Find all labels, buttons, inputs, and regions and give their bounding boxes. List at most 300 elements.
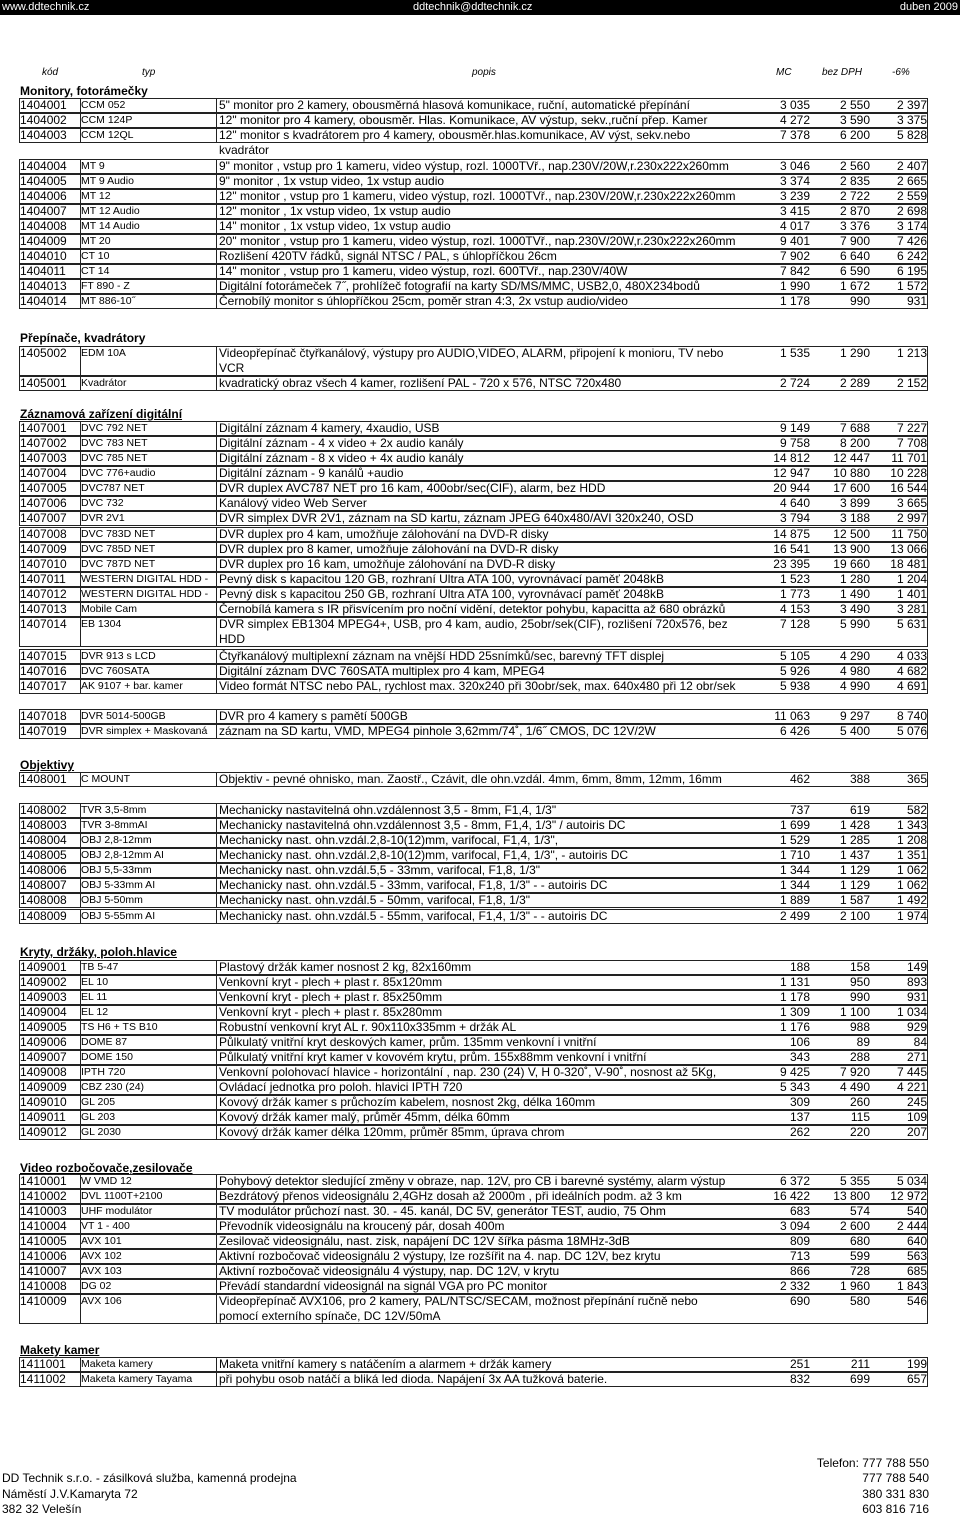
product-description: Mechanicky nast. ohn.vzdál.5 - 50mm, varifocal, F1,8, 1/3" bbox=[219, 893, 531, 907]
product-description: 12" monitor pro 4 kamery, obousměr. Hlas. Komunikace, AV výstup, sekv.,ruční přep. Kamer bbox=[219, 113, 708, 127]
product-type: IPTH 720 bbox=[81, 1066, 126, 1078]
product-type: TVR 3,5-8mm bbox=[81, 804, 147, 816]
price-discount: 1 213 bbox=[896, 346, 927, 360]
price-without-vat: 8 200 bbox=[839, 436, 870, 450]
product-code: 1407001 bbox=[20, 421, 67, 435]
price-discount: 207 bbox=[906, 1125, 927, 1139]
price-discount: 2 698 bbox=[896, 204, 927, 218]
product-type: AVX 106 bbox=[81, 1295, 122, 1307]
product-code: 1410003 bbox=[20, 1204, 67, 1218]
price-mc: 4 153 bbox=[779, 602, 810, 616]
price-without-vat: 580 bbox=[849, 1294, 870, 1308]
product-code: 1404013 bbox=[20, 279, 67, 293]
price-without-vat: 220 bbox=[849, 1125, 870, 1139]
product-code: 1407006 bbox=[20, 496, 67, 510]
product-description: Černobílý monitor s úhlopříčkou 25cm, poměr stran 4:3, 2x vstup audio/video bbox=[219, 294, 628, 308]
price-without-vat: 2 550 bbox=[839, 98, 870, 112]
product-type: AVX 103 bbox=[81, 1265, 122, 1277]
price-without-vat: 3 490 bbox=[839, 602, 870, 616]
product-description: 12" monitor , 1x vstup video, 1x vstup audio bbox=[219, 204, 451, 218]
price-mc: 5 343 bbox=[779, 1080, 810, 1094]
price-mc: 1 523 bbox=[779, 572, 810, 586]
price-without-vat: 7 900 bbox=[839, 234, 870, 248]
price-without-vat: 2 870 bbox=[839, 204, 870, 218]
product-code: 1407018 bbox=[20, 709, 67, 723]
product-type: OBJ 2,8-12mm bbox=[81, 834, 152, 846]
product-type: DVC 785D NET bbox=[81, 543, 156, 555]
product-code: 1405002 bbox=[20, 346, 67, 360]
price-discount: 4 682 bbox=[896, 664, 927, 678]
price-mc: 3 415 bbox=[779, 204, 810, 218]
product-code: 1410004 bbox=[20, 1219, 67, 1233]
product-description: TV modulátor průchozí nast. 30. - 45. kanál, DC 5V, generátor TEST, audio, 75 Ohm bbox=[219, 1204, 666, 1218]
price-discount: 3 665 bbox=[896, 496, 927, 510]
top-bar bbox=[0, 0, 960, 15]
price-discount: 893 bbox=[906, 975, 927, 989]
price-without-vat: 7 688 bbox=[839, 421, 870, 435]
price-mc: 1 529 bbox=[779, 833, 810, 847]
product-description: Převodník videosignálu na kroucený pár, dosah 400m bbox=[219, 1219, 505, 1233]
footer-street: Náměstí J.V.Kamaryta 72 bbox=[2, 1487, 138, 1501]
price-without-vat: 10 880 bbox=[833, 466, 870, 480]
price-discount: 13 066 bbox=[890, 542, 927, 556]
price-without-vat: 1 290 bbox=[839, 346, 870, 360]
price-without-vat: 728 bbox=[849, 1264, 870, 1278]
product-type: DOME 87 bbox=[81, 1036, 128, 1048]
price-mc: 462 bbox=[789, 772, 810, 786]
price-without-vat: 12 500 bbox=[833, 527, 870, 541]
price-without-vat: 1 437 bbox=[839, 848, 870, 862]
product-code: 1409009 bbox=[20, 1080, 67, 1094]
price-without-vat: 1 100 bbox=[839, 1005, 870, 1019]
price-without-vat: 2 289 bbox=[839, 376, 870, 390]
product-code: 1407019 bbox=[20, 724, 67, 738]
price-without-vat: 2 835 bbox=[839, 174, 870, 188]
section-title: Objektivy bbox=[20, 758, 75, 772]
product-type: DVC 760SATA bbox=[81, 665, 150, 677]
price-mc: 6 372 bbox=[779, 1174, 810, 1188]
product-description: 14" monitor , vstup pro 1 kameru, video výstup, rozl. 600TVř., nap.230V/40W bbox=[219, 264, 628, 278]
product-description: Mechanicky nast. ohn.vzdál.5 - 33mm, varifocal, F1,8, 1/3" - - autoiris DC bbox=[219, 878, 608, 892]
price-discount: 929 bbox=[906, 1020, 927, 1034]
product-code: 1404003 bbox=[20, 128, 67, 142]
product-code: 1407014 bbox=[20, 617, 67, 631]
price-mc: 737 bbox=[789, 803, 810, 817]
price-discount: 7 708 bbox=[896, 436, 927, 450]
product-type: DVC 792 NET bbox=[81, 422, 148, 434]
price-discount: 1 034 bbox=[896, 1005, 927, 1019]
price-mc: 832 bbox=[789, 1372, 810, 1386]
price-without-vat: 4 990 bbox=[839, 679, 870, 693]
price-without-vat: 2 560 bbox=[839, 159, 870, 173]
product-code: 1404007 bbox=[20, 204, 67, 218]
section-title: Monitory, fotorámečky bbox=[20, 84, 148, 98]
price-mc: 188 bbox=[789, 960, 810, 974]
product-description: Čtyřkanálový multiplexní záznam na vnější HDD 25snímků/sec, barevný TFT displej bbox=[219, 649, 665, 663]
price-without-vat: 950 bbox=[849, 975, 870, 989]
price-discount: 12 972 bbox=[890, 1189, 927, 1203]
price-without-vat: 3 188 bbox=[839, 511, 870, 525]
product-type: Maketa kamery Tayama bbox=[81, 1373, 193, 1385]
product-code: 1407007 bbox=[20, 511, 67, 525]
product-description: Zesilovač videosignálu, nast. zisk, napájení DC 12V šířka pásma 18MHz-3dB bbox=[219, 1234, 630, 1248]
price-mc: 7 378 bbox=[779, 128, 810, 142]
product-code: 1404002 bbox=[20, 113, 67, 127]
product-description: 9" monitor , vstup pro 1 kameru, video výstup, rozl. 1000TVř., nap.230V/20W,r.230x222x260mm bbox=[219, 159, 729, 173]
product-type: EL 12 bbox=[81, 1006, 109, 1018]
product-description: Aktivní rozbočovač videosignálu 4 výstupy, nap. DC 12V, v krytu bbox=[219, 1264, 560, 1278]
price-mc: 4 640 bbox=[779, 496, 810, 510]
product-type: OBJ 2,8-12mm AI bbox=[81, 849, 164, 861]
price-mc: 9 149 bbox=[779, 421, 810, 435]
price-without-vat: 6 590 bbox=[839, 264, 870, 278]
price-discount: 1 492 bbox=[896, 893, 927, 907]
price-without-vat: 1 960 bbox=[839, 1279, 870, 1293]
product-description: Mechanicky nast. ohn.vzdál.5 - 55mm, varifocal, F1,4, 1/3" - - autoiris DC bbox=[219, 909, 608, 923]
product-code: 1409001 bbox=[20, 960, 67, 974]
product-description: Pohybový detektor sledující změny v obraze, nap. 12V, pro CB i barevné systémy, alarm výstup bbox=[219, 1174, 726, 1188]
product-description: Venkovní kryt - plech + plast r. 85x280mm bbox=[219, 1005, 443, 1019]
price-without-vat: 388 bbox=[849, 772, 870, 786]
email-link[interactable]: ddtechnik@ddtechnik.cz bbox=[413, 1, 533, 13]
product-type: GL 203 bbox=[81, 1111, 116, 1123]
product-code: 1407010 bbox=[20, 557, 67, 571]
product-description: při pohybu osob natáčí a bliká led dioda. Napájení 3x AA tužková baterie. bbox=[219, 1372, 608, 1386]
price-discount: 11 750 bbox=[891, 527, 927, 541]
product-description: Ovládací jednotka pro poloh. hlavici IPTH 720 bbox=[219, 1080, 463, 1094]
product-type: DVC 776+audio bbox=[81, 467, 156, 479]
price-discount: 109 bbox=[906, 1110, 927, 1124]
product-type: EB 1304 bbox=[81, 618, 122, 630]
price-without-vat: 5 355 bbox=[839, 1174, 870, 1188]
price-without-vat: 5 990 bbox=[839, 617, 870, 631]
section-title: Přepínače, kvadrátory bbox=[20, 331, 146, 345]
website-link[interactable]: www.ddtechnik.cz bbox=[2, 1, 90, 13]
product-type: GL 205 bbox=[81, 1096, 116, 1108]
price-discount: 1 974 bbox=[896, 909, 927, 923]
product-description: Aktivní rozbočovač videosignálu 2 výstupy, lze rozšířit na 4. nap. DC 12V, bez krytu bbox=[219, 1249, 661, 1263]
product-code: 1404004 bbox=[20, 159, 67, 173]
price-mc: 690 bbox=[789, 1294, 810, 1308]
price-mc: 1 178 bbox=[779, 990, 810, 1004]
price-discount: 640 bbox=[906, 1234, 927, 1248]
product-type: CT 10 bbox=[81, 250, 110, 262]
product-code: 1408004 bbox=[20, 833, 67, 847]
price-without-vat: 6 200 bbox=[839, 128, 870, 142]
product-code: 1409008 bbox=[20, 1065, 67, 1079]
product-type: TB 5-47 bbox=[81, 961, 119, 973]
section-title: Video rozbočovače,zesilovače bbox=[20, 1161, 193, 1175]
price-without-vat: 3 590 bbox=[839, 113, 870, 127]
product-type: Mobile Cam bbox=[81, 603, 138, 615]
price-mc: 9 425 bbox=[779, 1065, 810, 1079]
price-mc: 1 309 bbox=[779, 1005, 810, 1019]
price-mc: 713 bbox=[789, 1249, 810, 1263]
price-discount: 657 bbox=[906, 1372, 927, 1386]
product-description: 14" monitor , 1x vstup video, 1x vstup audio bbox=[219, 219, 451, 233]
price-mc: 1 990 bbox=[779, 279, 810, 293]
product-code: 1407002 bbox=[20, 436, 67, 450]
product-code: 1410005 bbox=[20, 1234, 67, 1248]
product-description: Kovový držák kamer délka 120mm, průměr 85mm, úprava chrom bbox=[219, 1125, 565, 1139]
product-description: Venkovní polohovací hlavice - horizontální , nap. 230 (24) V, H 0-320˚, V-90˚, nosnost až 5Kg, bbox=[219, 1065, 717, 1079]
price-mc: 3 794 bbox=[779, 511, 810, 525]
price-mc: 12 947 bbox=[773, 466, 810, 480]
product-type: MT 9 Audio bbox=[81, 175, 134, 187]
price-without-vat: 115 bbox=[850, 1110, 870, 1124]
product-type: DVC 732 bbox=[81, 497, 124, 509]
price-discount: 271 bbox=[906, 1050, 927, 1064]
product-description: DVR duplex pro 4 kam, umožňuje zálohování na DVD-R disky bbox=[219, 527, 549, 541]
product-description: Mechanicky nastavitelná ohn.vzdálennost 3,5 - 8mm, F1,4, 1/3" bbox=[219, 803, 557, 817]
product-description: Mechanicky nast. ohn.vzdál.2,8-10(12)mm, varifocal, F1,4, 1/3", - autoiris DC bbox=[219, 848, 629, 862]
product-type: AK 9107 + bar. kamer bbox=[81, 680, 183, 692]
price-mc: 262 bbox=[789, 1125, 810, 1139]
price-discount: 1 351 bbox=[896, 848, 927, 862]
product-description: Digitální záznam - 4 x video + 2x audio kanály bbox=[219, 436, 464, 450]
product-code: 1407016 bbox=[20, 664, 67, 678]
product-description: Digitální záznam - 8 x video + 4x audio kanály bbox=[219, 451, 464, 465]
product-code: 1408006 bbox=[20, 863, 67, 877]
price-discount: 1 208 bbox=[896, 833, 927, 847]
product-code: 1404008 bbox=[20, 219, 67, 233]
product-description: Venkovní kryt - plech + plast r. 85x120mm bbox=[219, 975, 443, 989]
price-without-vat: 1 490 bbox=[839, 587, 870, 601]
product-type: OBJ 5-33mm AI bbox=[81, 879, 156, 891]
price-mc: 4 272 bbox=[779, 113, 810, 127]
price-discount: 546 bbox=[906, 1294, 927, 1308]
product-type: CCM 052 bbox=[81, 99, 126, 111]
price-mc: 1 889 bbox=[779, 893, 810, 907]
product-type: EL 10 bbox=[81, 976, 109, 988]
product-type: EDM 10A bbox=[81, 347, 126, 359]
price-mc: 20 944 bbox=[773, 481, 810, 495]
column-header-code: kód bbox=[42, 67, 59, 78]
price-mc: 5 938 bbox=[779, 679, 810, 693]
price-discount: 199 bbox=[906, 1357, 927, 1371]
price-discount: 540 bbox=[906, 1204, 927, 1218]
product-type: MT 12 Audio bbox=[81, 205, 140, 217]
product-description: Videopřepínač AVX106, pro 2 kamery, PAL/NTSC/SECAM, možnost přepínání ručně nebo pomocí externího spínače, DC 12V/50mA bbox=[219, 1294, 698, 1323]
product-description: DVR duplex pro 8 kamer, umožňuje zálohování na DVD-R disky bbox=[219, 542, 559, 556]
price-mc: 23 395 bbox=[773, 557, 810, 571]
price-without-vat: 7 920 bbox=[839, 1065, 870, 1079]
price-without-vat: 13 800 bbox=[833, 1189, 870, 1203]
price-discount: 3 174 bbox=[896, 219, 927, 233]
price-mc: 11 063 bbox=[774, 709, 810, 723]
price-mc: 7 902 bbox=[779, 249, 810, 263]
product-code: 1408008 bbox=[20, 893, 67, 907]
product-type: EL 11 bbox=[81, 991, 108, 1003]
product-code: 1407004 bbox=[20, 466, 67, 480]
product-type: CT 14 bbox=[81, 265, 110, 277]
product-type: MT 886-10˝ bbox=[81, 295, 136, 307]
product-code: 1409011 bbox=[20, 1110, 66, 1124]
product-description: Maketa vnitřní kamery s natáčením a alarmem + držák kamery bbox=[219, 1357, 552, 1371]
product-code: 1404009 bbox=[20, 234, 67, 248]
product-code: 1407012 bbox=[20, 587, 67, 601]
price-mc: 137 bbox=[789, 1110, 810, 1124]
price-discount: 11 701 bbox=[891, 451, 927, 465]
price-without-vat: 599 bbox=[849, 1249, 870, 1263]
product-code: 1409012 bbox=[20, 1125, 67, 1139]
price-discount: 1 062 bbox=[896, 863, 927, 877]
price-mc: 251 bbox=[789, 1357, 810, 1371]
footer-city: 382 32 Velešín bbox=[2, 1502, 82, 1516]
product-code: 1410007 bbox=[20, 1264, 67, 1278]
price-without-vat: 211 bbox=[850, 1357, 870, 1371]
price-mc: 6 426 bbox=[779, 724, 810, 738]
product-description: Digitální záznam DVC 760SATA multiplex pro 4 kam, MPEG4 bbox=[219, 664, 545, 678]
price-discount: 4 221 bbox=[896, 1080, 927, 1094]
product-code: 1409007 bbox=[20, 1050, 67, 1064]
product-type: DVC 783D NET bbox=[81, 528, 156, 540]
price-discount: 931 bbox=[906, 294, 927, 308]
product-code: 1409003 bbox=[20, 990, 67, 1004]
product-description: DVR simplex EB1304 MPEG4+, USB, pro 4 kam, audio, 25obr/sek(CIF), rozlišení 720x576, bez HDD bbox=[219, 617, 728, 646]
price-mc: 2 724 bbox=[779, 376, 810, 390]
price-discount: 2 444 bbox=[896, 1219, 927, 1233]
price-without-vat: 1 428 bbox=[839, 818, 870, 832]
price-discount: 1 843 bbox=[896, 1279, 927, 1293]
product-type: DVR 2V1 bbox=[81, 512, 125, 524]
price-mc: 1 178 bbox=[779, 294, 810, 308]
price-without-vat: 1 587 bbox=[839, 893, 870, 907]
product-type: WESTERN DIGITAL HDD - bbox=[81, 588, 209, 600]
price-mc: 309 bbox=[789, 1095, 810, 1109]
price-without-vat: 13 900 bbox=[833, 542, 870, 556]
product-description: Pevný disk s kapacitou 250 GB, rozhraní Ultra ATA 100, vyrovnávací paměť 2048kB bbox=[219, 587, 664, 601]
product-type: FT 890 - Z bbox=[81, 280, 130, 292]
price-mc: 343 bbox=[789, 1050, 810, 1064]
price-without-vat: 1 280 bbox=[839, 572, 870, 586]
product-description: Mechanicky nast. ohn.vzdál.5,5 - 33mm, varifocal, F1,8, 1/3" bbox=[219, 863, 541, 877]
product-type: MT 14 Audio bbox=[81, 220, 140, 232]
price-without-vat: 1 285 bbox=[839, 833, 870, 847]
product-code: 1407009 bbox=[20, 542, 67, 556]
product-description: DVR duplex AVC787 NET pro 16 kam, 400obr/sec(CIF), alarm, bez HDD bbox=[219, 481, 606, 495]
price-discount: 7 227 bbox=[896, 421, 927, 435]
price-without-vat: 988 bbox=[849, 1020, 870, 1034]
price-discount: 7 426 bbox=[896, 234, 927, 248]
price-without-vat: 4 980 bbox=[839, 664, 870, 678]
price-discount: 2 665 bbox=[896, 174, 927, 188]
product-type: DVC 787D NET bbox=[81, 558, 156, 570]
footer-phone-3: 380 331 830 bbox=[862, 1487, 929, 1501]
product-description: kvadratický obraz všech 4 kamer, rozlišení PAL - 720 x 576, NTSC 720x480 bbox=[219, 376, 622, 390]
price-discount: 5 631 bbox=[896, 617, 927, 631]
price-discount: 8 740 bbox=[896, 709, 927, 723]
product-description: Venkovní kryt - plech + plast r. 85x250mm bbox=[219, 990, 443, 1004]
product-description: Převádí standardní videosignál na signál VGA pro PC monitor bbox=[219, 1279, 548, 1293]
price-mc: 3 046 bbox=[779, 159, 810, 173]
price-without-vat: 990 bbox=[849, 294, 870, 308]
price-without-vat: 3 899 bbox=[839, 496, 870, 510]
product-type: MT 20 bbox=[81, 235, 111, 247]
product-description: Kovový držák kamer malý, průměr 45mm, délka 60mm bbox=[219, 1110, 510, 1124]
product-description: DVR simplex DVR 2V1, záznam na SD kartu, záznam JPEG 640x480/AVI 320x240, OSD bbox=[219, 511, 694, 525]
product-type: CBZ 230 (24) bbox=[81, 1081, 145, 1093]
product-code: 1404005 bbox=[20, 174, 67, 188]
price-without-vat: 158 bbox=[849, 960, 870, 974]
product-code: 1407011 bbox=[20, 572, 66, 586]
product-description: DVR pro 4 kamery s pamětí 500GB bbox=[219, 709, 408, 723]
product-code: 1409010 bbox=[20, 1095, 67, 1109]
product-code: 1410001 bbox=[20, 1174, 67, 1188]
price-without-vat: 17 600 bbox=[833, 481, 870, 495]
price-mc: 3 035 bbox=[779, 98, 810, 112]
product-type: OBJ 5-50mm bbox=[81, 894, 143, 906]
product-code: 1407015 bbox=[20, 649, 67, 663]
product-description: Rozlišení 420TV řádků, signál NTSC / PAL, s úhlopříčkou 26cm bbox=[219, 249, 557, 263]
price-without-vat: 699 bbox=[849, 1372, 870, 1386]
price-discount: 18 481 bbox=[890, 557, 927, 571]
price-without-vat: 990 bbox=[849, 990, 870, 1004]
product-type: DVC 785 NET bbox=[81, 452, 148, 464]
product-description: 20" monitor , vstup pro 1 kameru, video výstup, rozl. 1000TVř., nap.230V/20W,r.230x222x260mm bbox=[219, 234, 736, 248]
price-discount: 1 401 bbox=[896, 587, 927, 601]
price-without-vat: 5 400 bbox=[839, 724, 870, 738]
product-description: Černobílá kamera s IR přisvícením pro noční vidění, detektor pohybu, kapacitta až 680 obrázků bbox=[219, 602, 726, 616]
column-header-dph: bez DPH bbox=[822, 67, 863, 78]
price-discount: 685 bbox=[906, 1264, 927, 1278]
column-header-desc: popis bbox=[472, 67, 496, 78]
product-code: 1408002 bbox=[20, 803, 67, 817]
product-type: TS H6 + TS B10 bbox=[81, 1021, 158, 1033]
price-mc: 14 812 bbox=[773, 451, 810, 465]
price-discount: 1 572 bbox=[896, 279, 927, 293]
product-description: Kovový držák kamer s průchozím kabelem, nosnost 2kg, délka 160mm bbox=[219, 1095, 596, 1109]
footer-phone-4: 603 816 716 bbox=[862, 1502, 929, 1516]
date-label: duben 2009 bbox=[899, 1, 958, 13]
product-code: 1408009 bbox=[20, 909, 67, 923]
price-discount: 2 407 bbox=[896, 159, 927, 173]
price-mc: 106 bbox=[789, 1035, 810, 1049]
price-without-vat: 574 bbox=[849, 1204, 870, 1218]
product-type: Maketa kamery bbox=[81, 1358, 153, 1370]
price-mc: 7 842 bbox=[779, 264, 810, 278]
product-code: 1404014 bbox=[20, 294, 67, 308]
product-code: 1404006 bbox=[20, 189, 67, 203]
price-without-vat: 288 bbox=[849, 1050, 870, 1064]
product-description: Půlkulatý vnitřní kryt kamer v kovovém krytu, prům. 155x88mm venkovní i vnitřní bbox=[219, 1050, 647, 1064]
product-type: DOME 150 bbox=[81, 1051, 133, 1063]
price-mc: 4 017 bbox=[779, 219, 810, 233]
price-discount: 5 034 bbox=[896, 1174, 927, 1188]
price-without-vat: 3 376 bbox=[839, 219, 870, 233]
price-discount: 4 691 bbox=[896, 679, 927, 693]
price-discount: 2 997 bbox=[896, 511, 927, 525]
product-type: Kvadrátor bbox=[81, 377, 127, 389]
product-code: 1408005 bbox=[20, 848, 67, 862]
price-without-vat: 2 100 bbox=[839, 909, 870, 923]
product-type: CCM 124P bbox=[81, 114, 133, 126]
price-discount: 2 152 bbox=[896, 376, 927, 390]
product-description: Pevný disk s kapacitou 120 GB, rozhraní Ultra ATA 100, vyrovnávací paměť 2048kB bbox=[219, 572, 664, 586]
price-mc: 9 758 bbox=[779, 436, 810, 450]
product-type: WESTERN DIGITAL HDD - bbox=[81, 573, 209, 585]
product-description: 12" monitor s kvadrátorem pro 4 kamery, obousměr.hlas.komunikace, AV výst, sekv.nebo kvadrátor bbox=[219, 128, 691, 157]
price-mc: 1 131 bbox=[779, 975, 810, 989]
price-discount: 16 544 bbox=[890, 481, 927, 495]
product-type: W VMD 12 bbox=[81, 1175, 132, 1187]
product-description: Objektiv - pevné ohnisko, man. Zaostř., Czávit, dle ohn.vzdál. 4mm, 6mm, 8mm, 12mm, 16mm bbox=[219, 772, 722, 786]
price-discount: 582 bbox=[906, 803, 927, 817]
price-discount: 149 bbox=[906, 960, 927, 974]
price-mc: 7 128 bbox=[779, 617, 810, 631]
price-discount: 3 375 bbox=[896, 113, 927, 127]
product-type: DG 02 bbox=[81, 1280, 112, 1292]
